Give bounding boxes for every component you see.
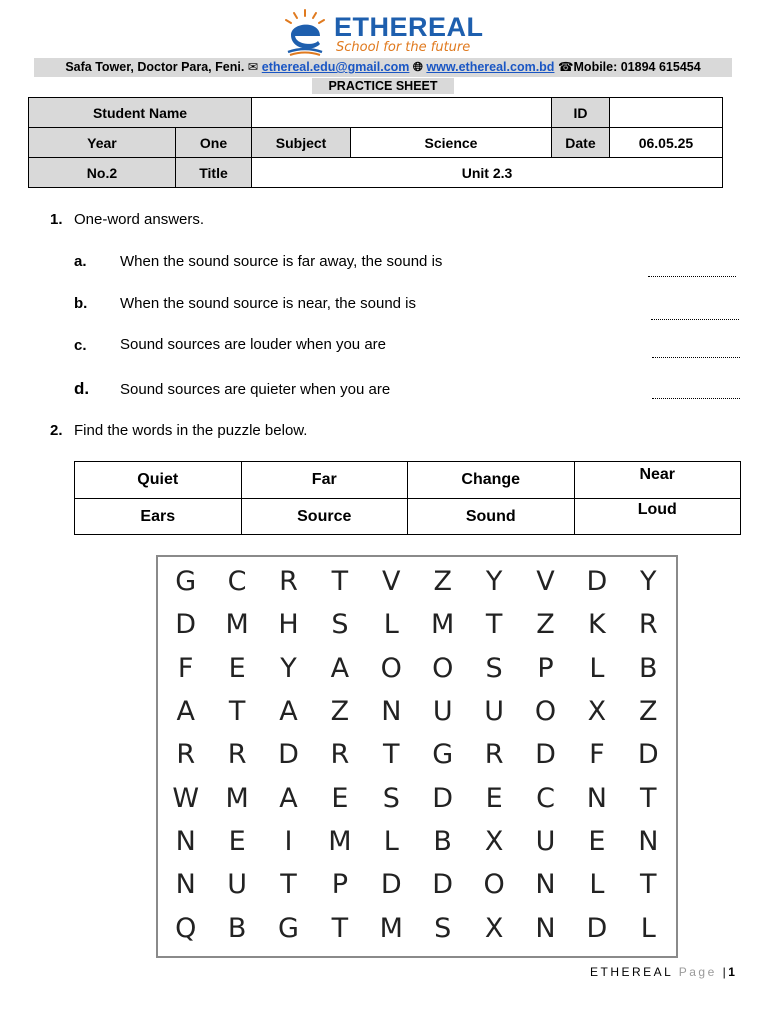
puzzle-letter[interactable]: F [589,739,605,771]
puzzle-letter[interactable]: U [432,696,453,728]
puzzle-letter[interactable]: T [640,869,657,901]
puzzle-letter[interactable]: Y [280,652,297,684]
puzzle-letter[interactable]: N [175,826,196,858]
title-value: Unit 2.3 [252,158,723,188]
puzzle-letter[interactable]: Z [639,696,658,728]
puzzle-letter[interactable]: D [535,739,556,771]
puzzle-letter[interactable]: M [225,782,249,814]
q1-item-b-answer-blank[interactable] [651,319,739,320]
subject-label: Subject [252,128,351,158]
question-1-number: 1. [50,211,63,228]
puzzle-letter[interactable]: R [330,739,350,771]
puzzle-letter[interactable]: N [381,696,402,728]
puzzle-letter[interactable]: Y [485,566,503,598]
puzzle-letter[interactable]: U [484,696,504,728]
date-label: Date [551,128,609,158]
puzzle-letter[interactable]: N [535,912,556,944]
puzzle-letter[interactable]: P [331,869,349,901]
puzzle-letter[interactable]: E [228,826,246,858]
puzzle-letter[interactable]: X [587,696,607,728]
puzzle-letter[interactable]: Y [640,566,657,598]
puzzle-letter[interactable]: M [379,912,403,944]
student-name-label: Student Name [29,98,252,128]
puzzle-letter[interactable]: G [278,912,299,944]
puzzle-letter[interactable]: O [483,869,505,901]
puzzle-letter[interactable]: R [484,739,504,771]
puzzle-letter[interactable]: A [279,696,298,728]
puzzle-grid [158,557,676,956]
puzzle-letter[interactable]: K [588,609,606,641]
puzzle-letter[interactable]: U [535,826,556,858]
q1-item-c-text: Sound sources are louder when you are [120,336,387,353]
puzzle-letter[interactable]: S [382,782,400,814]
footer-brand: ETHEREAL [590,965,673,979]
puzzle-letter[interactable]: A [176,696,195,728]
ethereal-e-logo-icon [280,8,330,58]
puzzle-letter[interactable]: R [279,566,298,598]
puzzle-letter[interactable]: V [382,566,401,598]
email-icon: ✉ [247,60,259,74]
puzzle-letter[interactable]: D [586,566,608,598]
puzzle-letter[interactable]: X [484,912,504,944]
puzzle-letter[interactable]: L [589,652,605,684]
puzzle-letter[interactable]: T [331,566,349,598]
year-value: One [175,128,251,158]
puzzle-letter[interactable]: M [225,609,249,641]
puzzle-letter[interactable]: O [380,652,402,684]
puzzle-letter[interactable]: U [227,869,247,901]
puzzle-letter[interactable]: L [589,869,605,901]
puzzle-letter[interactable]: B [433,826,452,858]
word-bank-item: Far [241,462,408,499]
website-link[interactable]: www.ethereal.com.bd [426,60,555,74]
puzzle-letter[interactable]: Q [175,912,197,944]
puzzle-letter[interactable]: D [278,739,299,771]
puzzle-letter[interactable]: D [637,739,659,771]
q1-item-a-text: When the sound source is far away, the sound is [120,253,443,270]
puzzle-letter[interactable]: L [640,912,656,944]
school-logo [280,8,495,58]
puzzle-letter[interactable]: W [172,782,200,814]
q1-item-a-letter: a. [74,253,87,270]
puzzle-letter[interactable]: C [227,566,247,598]
address-bar [34,58,732,77]
word-bank-item: Quiet [75,462,242,499]
footer-page-number: 1 [728,965,735,979]
puzzle-letter[interactable]: X [484,826,504,858]
number-label: No.2 [29,158,176,188]
globe-icon: 🌐︎ [412,60,423,74]
puzzle-letter[interactable]: M [431,609,455,641]
student-info-table [28,97,723,188]
puzzle-letter[interactable]: T [228,696,246,728]
puzzle-letter[interactable]: B [227,912,247,944]
page-footer [590,965,735,979]
word-bank-table [74,461,741,535]
mobile-text: Mobile: 01894 615454 [573,60,701,74]
sheet-title: PRACTICE SHEET [312,78,454,94]
puzzle-letter[interactable]: L [383,609,399,641]
puzzle-letter[interactable]: O [432,652,454,684]
puzzle-letter[interactable]: A [279,782,298,814]
puzzle-letter[interactable]: T [383,739,400,771]
puzzle-letter[interactable]: N [175,869,196,901]
logo-name: ETHEREAL [334,12,484,42]
title-label: Title [175,158,251,188]
puzzle-letter[interactable]: B [639,652,658,684]
id-field[interactable] [609,98,722,128]
puzzle-letter[interactable]: D [380,869,402,901]
puzzle-letter[interactable]: N [535,869,556,901]
puzzle-letter[interactable]: E [331,782,349,814]
puzzle-letter[interactable]: Z [536,609,555,641]
puzzle-letter[interactable]: R [227,739,247,771]
puzzle-letter[interactable]: D [432,869,454,901]
question-2-number: 2. [50,422,63,439]
puzzle-letter[interactable]: R [176,739,196,771]
footer-page-word: Page [678,965,717,979]
email-link[interactable]: ethereal.edu@gmail.com [261,60,410,74]
puzzle-letter[interactable]: Z [330,696,350,728]
word-bank-item: Loud [574,499,741,535]
puzzle-letter[interactable]: T [640,782,657,814]
puzzle-letter[interactable]: T [485,609,503,641]
q1-item-d-answer-blank[interactable] [652,398,740,399]
puzzle-letter[interactable]: S [485,652,503,684]
q1-item-d-letter: d. [74,379,90,398]
puzzle-letter[interactable]: M [328,826,352,858]
puzzle-letter[interactable]: O [534,696,557,728]
student-name-field[interactable] [252,98,552,128]
q1-item-d-text: Sound sources are quieter when you are [120,381,391,398]
puzzle-letter[interactable]: E [588,826,606,858]
word-bank-item: Change [408,462,575,499]
puzzle-letter[interactable]: E [485,782,503,814]
puzzle-letter[interactable]: N [586,782,607,814]
puzzle-letter[interactable]: D [586,912,608,944]
puzzle-letter[interactable]: Z [433,566,452,598]
puzzle-letter[interactable]: H [278,609,299,641]
puzzle-letter[interactable]: T [280,869,297,901]
subject-value: Science [351,128,552,158]
puzzle-letter[interactable]: G [175,566,197,598]
year-label: Year [29,128,176,158]
puzzle-letter[interactable]: P [537,652,554,684]
q1-item-b-text: When the sound source is near, the sound is [120,295,417,312]
word-search-puzzle [156,555,678,958]
q1-item-a-answer-blank[interactable] [648,276,736,277]
puzzle-letter[interactable]: D [175,609,197,641]
q1-item-c-answer-blank[interactable] [652,357,740,358]
date-value: 06.05.25 [609,128,722,158]
puzzle-letter[interactable]: S [434,912,452,944]
question-1-text: One-word answers. [74,211,205,228]
footer-separator: | [722,965,729,979]
puzzle-letter[interactable]: F [177,652,194,684]
puzzle-letter[interactable]: I [284,826,293,858]
puzzle-letter[interactable]: C [536,782,555,814]
puzzle-letter[interactable]: E [228,652,246,684]
word-bank-item: Source [241,499,408,535]
puzzle-letter[interactable]: R [638,609,658,641]
puzzle-letter[interactable]: G [432,739,454,771]
puzzle-letter[interactable]: D [432,782,454,814]
word-bank-item: Near [574,462,741,499]
q1-item-c-letter: c. [74,337,87,354]
id-label: ID [551,98,609,128]
word-bank-item: Sound [408,499,575,535]
phone-icon: ☎ [557,60,574,74]
puzzle-letter[interactable]: V [536,566,555,598]
address-text: Safa Tower, Doctor Para, Feni. [65,60,245,74]
puzzle-letter[interactable]: N [638,826,659,858]
word-bank-item: Ears [75,499,242,535]
puzzle-letter[interactable]: L [383,826,399,858]
puzzle-letter[interactable]: S [331,609,349,641]
question-2-text: Find the words in the puzzle below. [74,422,308,439]
logo-tagline: School for the future [336,40,471,55]
q1-item-b-letter: b. [74,295,88,312]
puzzle-letter[interactable]: T [331,912,349,944]
puzzle-letter[interactable]: A [330,652,350,684]
